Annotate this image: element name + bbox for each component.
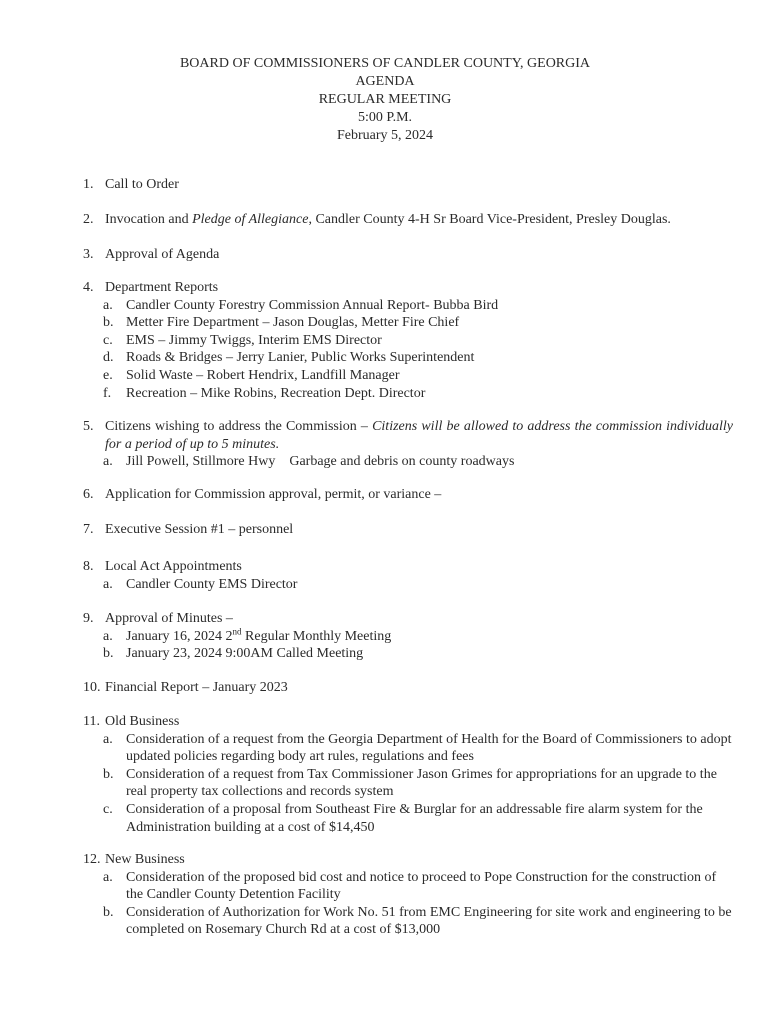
sub-item: b. Consideration of Authorization for Work No. 51 from EMC Engineering for site work and engineering to be completed on Rosemary Church Rd at a cost of $13,000 <box>103 904 732 938</box>
sub-item: d. Roads & Bridges – Jerry Lanier, Public Works Superintendent <box>103 350 475 366</box>
item-text: Department Reports <box>105 280 219 295</box>
sub-item: b. Consideration of a request from Tax Commissioner Jason Grimes for appropriations for an upgrade to the real property tax collections and records system <box>103 766 717 800</box>
item-number: 2. <box>83 212 94 227</box>
sub-item: c. Consideration of a proposal from Southeast Fire & Burglar for an addressable fire alarm system for the Administration building at a cost of $14,450 <box>103 801 703 835</box>
citizens-note-italic: Citizens will be allowed to address the commission individually for a period of up to 5 minutes. <box>105 419 733 452</box>
item-number: 10. <box>83 680 101 695</box>
item-number: 4. <box>83 280 94 295</box>
agenda-item-9 <box>83 610 733 663</box>
agenda-item-4 <box>83 279 733 402</box>
item-number: 8. <box>83 559 94 574</box>
header-agenda: AGENDA <box>355 74 415 89</box>
pledge-italic: Pledge of Allegiance <box>192 212 309 227</box>
agenda-header <box>0 55 770 145</box>
item-number: 1. <box>83 177 94 192</box>
agenda-item-6 <box>83 486 733 504</box>
agenda-item-10 <box>83 679 733 697</box>
item-number: 7. <box>83 522 94 537</box>
agenda-item-12 <box>83 851 733 939</box>
item-text: Call to Order <box>105 177 179 192</box>
sub-item: a. Candler County Forestry Commission Annual Report- Bubba Bird <box>103 297 499 313</box>
agenda-item-11 <box>83 713 733 836</box>
item-number: 6. <box>83 487 94 502</box>
item-text: New Business <box>105 852 185 867</box>
header-meeting-type: REGULAR MEETING <box>318 92 452 107</box>
sub-item: a. Candler County EMS Director <box>103 576 298 592</box>
item-number: 11. <box>83 714 100 729</box>
item-text: Application for Commission approval, permit, or variance – <box>105 487 442 502</box>
header-time: 5:00 P.M. <box>357 110 413 125</box>
item-text: Executive Session #1 – personnel <box>105 522 294 537</box>
sub-item: a. January 16, 2024 2nd Regular Monthly Meeting <box>103 625 392 644</box>
item-text: Old Business <box>105 714 180 729</box>
sub-item: b. January 23, 2024 9:00AM Called Meeting <box>103 646 364 662</box>
agenda-item-7 <box>83 521 733 539</box>
item-number: 12. <box>83 852 101 867</box>
agenda-item-5 <box>83 418 733 471</box>
agenda-item-3 <box>83 246 733 264</box>
item-number: 3. <box>83 247 94 262</box>
sub-item: a. Consideration of the proposed bid cost and notice to proceed to Pope Construction for the construction of the Candler County Detention Facility <box>103 869 717 903</box>
header-date: February 5, 2024 <box>336 128 434 143</box>
item-text: Approval of Minutes – <box>105 611 233 626</box>
sub-item: f. Recreation – Mike Robins, Recreation Dept. Director <box>103 385 426 401</box>
sub-item: a. Consideration of a request from the Georgia Department of Health for the Board of Commissioners to adopt updated policies regarding body art rules, regulations and fees <box>103 731 732 765</box>
item-text: Local Act Appointments <box>105 559 242 574</box>
sub-item: c. EMS – Jimmy Twiggs, Interim EMS Director <box>103 332 382 348</box>
item-text: Financial Report – January 2023 <box>105 680 288 695</box>
item-text: Citizens wishing to address the Commission – Citizens will be allowed to address the commission individually for a period of up to 5 minutes. <box>105 419 733 452</box>
agenda-item-1 <box>83 176 733 194</box>
header-board-title: BOARD OF COMMISSIONERS OF CANDLER COUNTY, GEORGIA <box>179 56 591 71</box>
agenda-item-2 <box>83 211 733 229</box>
item-number: 5. <box>83 419 94 434</box>
sub-item: e. Solid Waste – Robert Hendrix, Landfill Manager <box>103 367 400 383</box>
item-text: Approval of Agenda <box>105 247 220 262</box>
sub-item: b. Metter Fire Department – Jason Douglas, Metter Fire Chief <box>103 315 460 331</box>
sub-item: a. Jill Powell, Stillmore Hwy Garbage and debris on county roadways <box>103 454 515 470</box>
item-text: Invocation and Pledge of Allegiance, Candler County 4-H Sr Board Vice-President, Presley Douglas. <box>105 212 671 227</box>
item-number: 9. <box>83 611 94 626</box>
agenda-item-8 <box>83 558 733 593</box>
